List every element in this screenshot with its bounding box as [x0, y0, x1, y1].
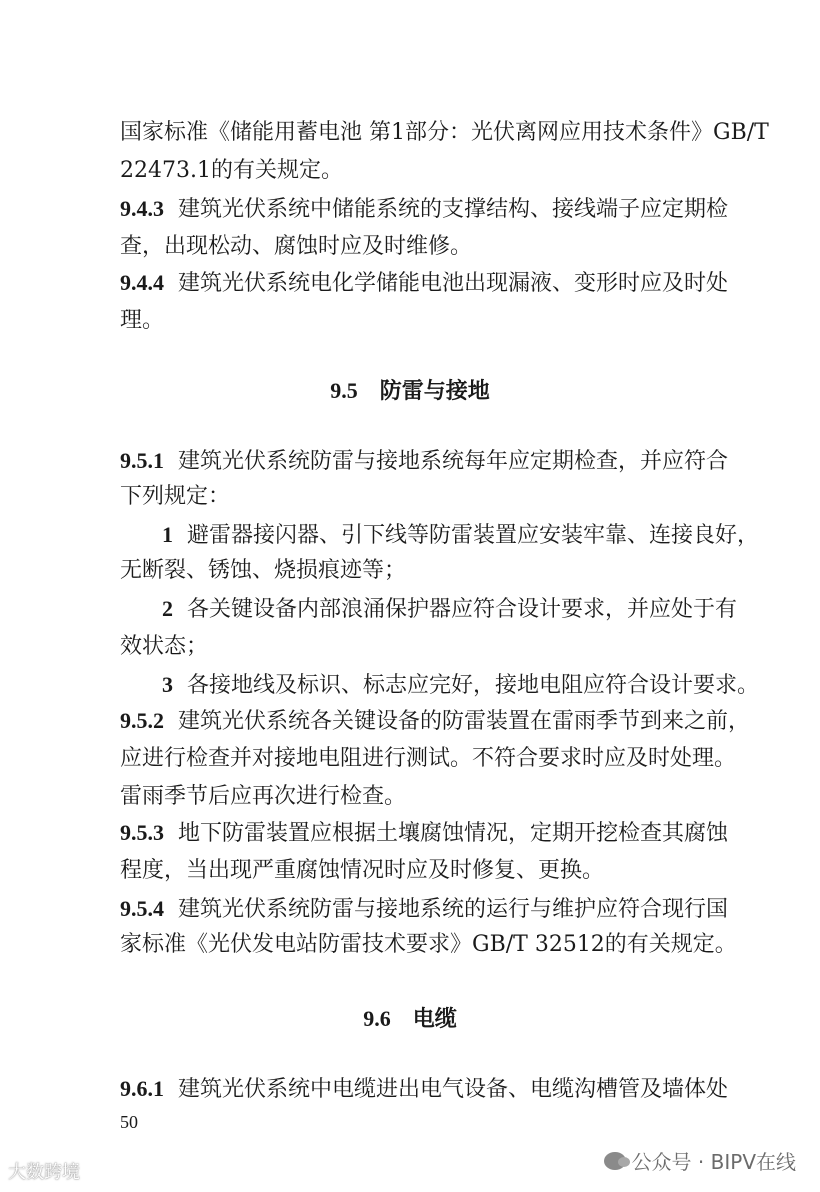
clause-9-4-4: 9.4.4 建筑光伏系统电化学储能电池出现漏液、变形时应及时处: [120, 270, 729, 296]
clause-number: 9.4.3: [120, 196, 164, 221]
clause-9-4-3: 9.4.3 建筑光伏系统中储能系统的支撑结构、接线端子应定期检: [120, 196, 729, 222]
paragraph-line: 国家标准《储能用蓄电池 第1部分：光伏离网应用技术条件》GB/T: [120, 120, 769, 145]
paragraph-line: 程度，当出现严重腐蚀情况时应及时修复、更换。: [120, 858, 605, 883]
item-number: 1: [162, 522, 173, 547]
list-item-3: 3 各接地线及标识、标志应完好，接地电阻应符合设计要求。: [162, 672, 760, 698]
clause-number: 9.5.3: [120, 820, 164, 845]
watermark-wechat: 公众号 · BIPV在线: [604, 1146, 796, 1175]
clause-number: 9.5.4: [120, 896, 164, 921]
item-number: 2: [162, 596, 173, 621]
clause-9-5-4: 9.5.4 建筑光伏系统防雷与接地系统的运行与维护应符合现行国: [120, 896, 729, 922]
paragraph-line: 查，出现松动、腐蚀时应及时维修。: [120, 234, 473, 259]
list-item-1: 1 避雷器接闪器、引下线等防雷装置应安装牢靠、连接良好，: [162, 522, 760, 548]
section-heading-9-5: 9.5 防雷与接地: [330, 378, 490, 404]
clause-9-6-1: 9.6.1 建筑光伏系统中电缆进出电气设备、电缆沟槽管及墙体处: [120, 1076, 729, 1102]
section-heading-9-6: 9.6 电缆: [363, 1006, 457, 1032]
list-item-2: 2 各关键设备内部浪涌保护器应符合设计要求，并应处于有: [162, 596, 738, 622]
paragraph-line: 效状态；: [120, 634, 209, 659]
paragraph-line: 无断裂、锈蚀、烧损痕迹等；: [120, 558, 407, 583]
paragraph-line: 理。: [120, 308, 165, 333]
clause-9-5-1: 9.5.1 建筑光伏系统防雷与接地系统每年应定期检查，并应符合: [120, 448, 729, 474]
paragraph-line: 应进行检查并对接地电阻进行测试。不符合要求时应及时处理。: [120, 746, 737, 771]
watermark-corner: 大数跨境: [8, 1162, 80, 1183]
clause-number: 9.4.4: [120, 270, 164, 295]
clause-9-5-3: 9.5.3 地下防雷装置应根据土壤腐蚀情况，定期开挖检查其腐蚀: [120, 820, 729, 846]
paragraph-line: 家标准《光伏发电站防雷技术要求》GB/T 32512的有关规定。: [120, 932, 737, 957]
page-number: 50: [120, 1112, 138, 1132]
paragraph-line: 22473.1的有关规定。: [120, 158, 343, 183]
clause-9-5-2: 9.5.2 建筑光伏系统各关键设备的防雷装置在雷雨季节到来之前，: [120, 708, 751, 734]
wechat-icon: [604, 1152, 626, 1170]
clause-number: 9.5.1: [120, 448, 164, 473]
clause-number: 9.5.2: [120, 708, 164, 733]
clause-number: 9.6.1: [120, 1076, 164, 1101]
paragraph-line: 下列规定：: [120, 484, 231, 509]
item-number: 3: [162, 672, 173, 697]
paragraph-line: 雷雨季节后应再次进行检查。: [120, 784, 407, 809]
